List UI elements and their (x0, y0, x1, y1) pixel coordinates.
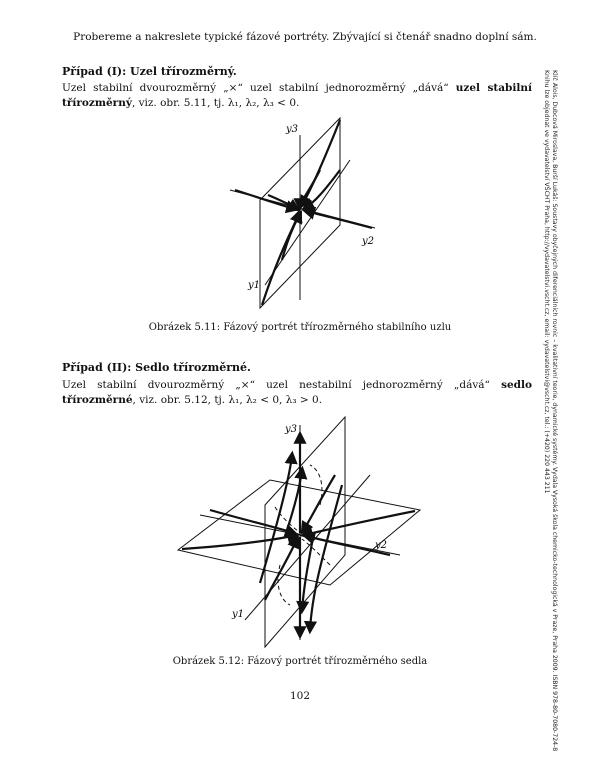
trajectory (304, 511, 415, 535)
side-note-line-2: Knihu lze objednat ve vydavatelství VŠCHT Praha, http://vydavatelstvi.vscht.cz, email: vydavatelstvi@vscht.cz, tel.: (+420) 220 443 211 (543, 70, 550, 494)
label-y1: y1 (248, 280, 261, 291)
figure-5-11-caption: Obrázek 5.11: Fázový portrét třírozměrného stabilního uzlu (148, 322, 452, 333)
figure-5-12-caption: Obrázek 5.12: Fázový portrét třírozměrného sedla (172, 656, 428, 667)
case1-heading: Případ (I): Uzel třírozměrný. (62, 65, 237, 78)
trajectory (182, 535, 296, 549)
side-note-line-1: Klíč Alois, Dubcová Miroslava, Burší Lukáš: Soustavy obyčejných diferenciálních rovnic – kvalitativní teorie, dynamické systémy. Vydala Vysoká škola chemicko-technologická v Praze, Praha 2009. ISBN 978-80-7080-724-8 (551, 70, 558, 752)
case2-paragraph (62, 378, 532, 408)
side-note (542, 70, 558, 752)
figure-5-11 (200, 110, 400, 320)
trajectory (310, 485, 342, 630)
case1-text-bold: uzel stabilní třírozměrný (62, 82, 532, 109)
trajectory (210, 510, 294, 533)
case1-paragraph (62, 81, 532, 111)
label-y2: y2 (362, 236, 375, 247)
trajectory (302, 543, 312, 610)
figure-5-12 (170, 415, 430, 655)
trajectory (300, 170, 320, 207)
vertical-plane (265, 417, 345, 647)
label-y2: y2 (375, 540, 388, 551)
case1-text-b: , viz. obr. 5.11, tj. λ₁, λ₂, λ₃ < 0. (131, 97, 300, 109)
trajectory (235, 190, 295, 209)
intro-text: Probereme a nakreslete typické fázové portréty. Zbývající si čtenář snadno doplní sám. (73, 31, 537, 43)
page-number: 102 (289, 690, 311, 702)
case2-heading: Případ (II): Sedlo třírozměrné. (62, 361, 251, 374)
label-y3: y3 (285, 424, 298, 435)
case2-text-a: Uzel stabilní dvourozměrný „×“ uzel nestabilní jednorozměrný „dává“ (62, 379, 502, 391)
case1-text-a: Uzel stabilní dvourozměrný „×“ uzel stabilní jednorozměrný „dává“ (62, 82, 456, 94)
label-y3: y3 (286, 124, 299, 135)
y1-axis (265, 160, 350, 285)
label-y1: y1 (232, 609, 245, 620)
case2-text-b: , viz. obr. 5.12, tj. λ₁, λ₂ < 0, λ₃ > 0. (132, 394, 323, 406)
trajectory (303, 475, 335, 531)
case2-text-bold: sedlo třírozměrné (62, 379, 532, 406)
